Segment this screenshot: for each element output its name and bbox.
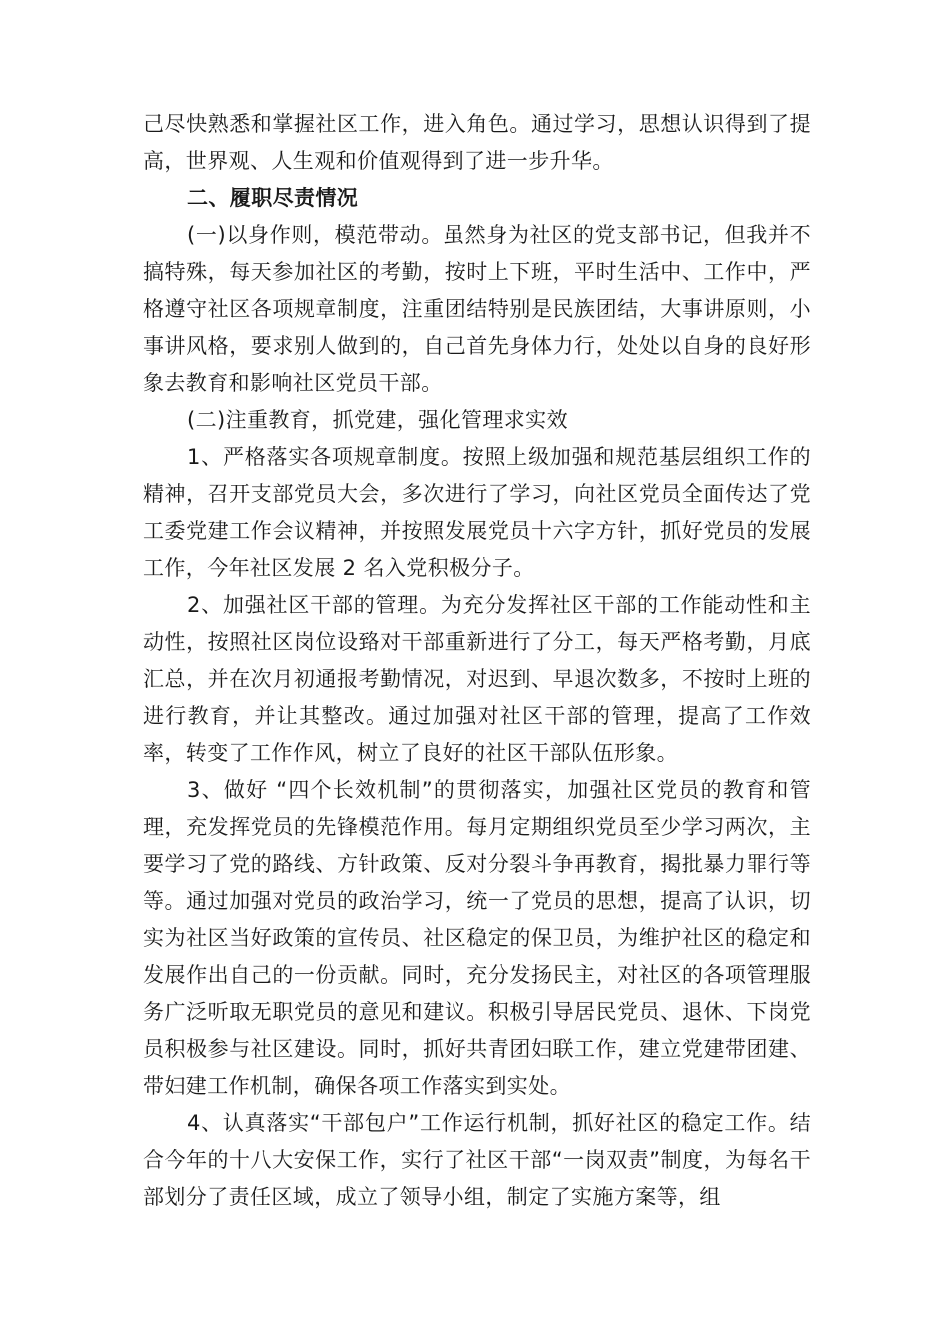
paragraph-item-3: 3、做好 “四个长效机制”的贯彻落实，加强社区党员的教育和管理，充发挥党员的先锋模范作用。每月定期组织党员至少学习两次，主要学习了党的路线、方针政策、反对分裂斗争再教育，揭批暴力罪行等等。通过加强对党员的政治学习，统一了党员的思想，提高了认识，切实为社区当好政策的宣传员、社区稳定的保卫员，为维护社区的稳定和发展作出自己的一份贡献。同时，充分发扬民主，对社区的各项管理服务广泛听取无职党员的意见和建议。积极引导居民党员、退休、下岗党员积极参与社区建设。同时，抓好共青团妇联工作，建立党建带团建、带妇建工作机制，确保各项工作落实到实处。 <box>143 778 811 1098</box>
paragraph-item-4: 4、认真落实“干部包户”工作运行机制，抓好社区的稳定工作。结合今年的十八大安保工作，实行了社区干部“一岗双责”制度，为每名干部划分了责任区域，成立了领导小组，制定了实施方案等，组 <box>143 1111 811 1209</box>
paragraph-item-2: 2、加强社区干部的管理。为充分发挥社区干部的工作能动性和主动性，按照社区岗位设臵对干部重新进行了分工，每天严格考勤，月底汇总，并在次月初通报考勤情况，对迟到、早退次数多，不按时上班的进行教育，并让其整改。通过加强对社区干部的管理，提高了工作效率，转变了工作作风，树立了良好的社区干部队伍形象。 <box>143 593 811 765</box>
paragraph-lead-by-example: (一)以身作则，模范带动。虽然身为社区的党支部书记，但我并不搞特殊，每天参加社区的考勤，按时上下班，平时生活中、工作中，严格遵守社区各项规章制度，注重团结特别是民族团结，大事讲原则，小事讲风格，要求别人做到的，自己首先身体力行，处处以自身的良好形象去教育和影响社区党员干部。 <box>143 223 811 395</box>
section-heading: 二、履职尽责情况 <box>187 186 359 210</box>
paragraph-subheading-education: (二)注重教育，抓党建，强化管理求实效 <box>187 408 568 432</box>
paragraph-continuation: 己尽快熟悉和掌握社区工作，进入角色。通过学习，思想认识得到了提高，世界观、人生观和价值观得到了进一步升华。 <box>143 112 811 173</box>
paragraph-item-1: 1、严格落实各项规章制度。按照上级加强和规范基层组织工作的精神，召开支部党员大会，多次进行了学习，向社区党员全面传达了党工委党建工作会议精神，并按照发展党员十六字方针，抓好党员的发展工作，今年社区发展 2 名入党积极分子。 <box>143 445 811 580</box>
document-page <box>143 106 811 1216</box>
